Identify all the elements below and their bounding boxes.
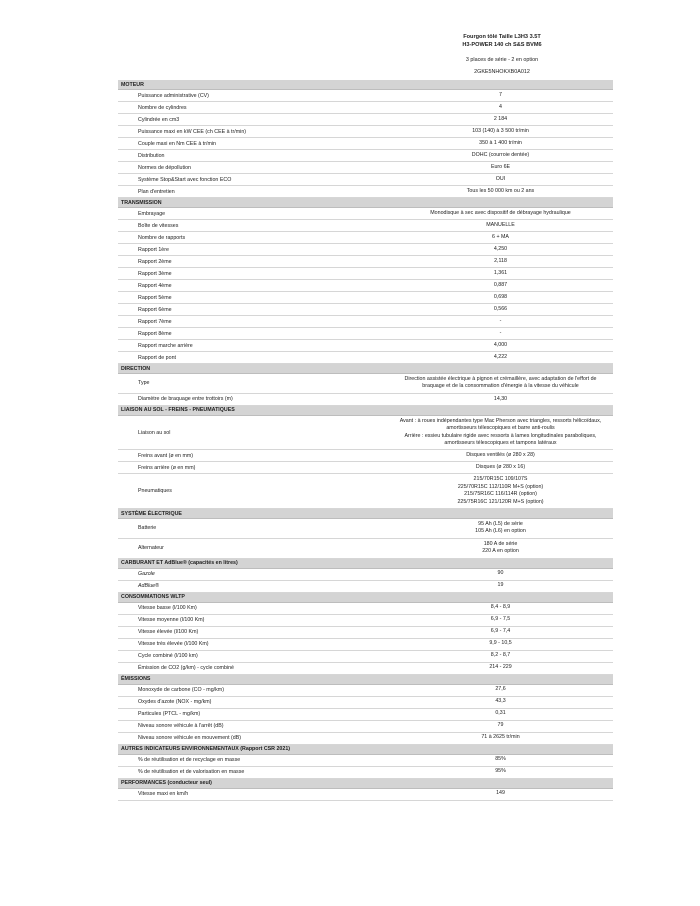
spec-row (118, 538, 613, 558)
spec-label: Vitesse basse (l/100 Km) (118, 602, 388, 614)
spec-row (118, 126, 613, 138)
spec-label: Rapport 3ème (118, 268, 388, 280)
spec-row (118, 232, 613, 244)
spec-label: Vitesse moyenne (l/100 Km) (118, 614, 388, 626)
spec-value-line: 8,4 - 8,9 (490, 604, 511, 611)
spec-value-line: 95% (495, 768, 506, 775)
spec-value (388, 304, 613, 316)
spec-value-line: DOHC (courroie dentée) (471, 151, 530, 158)
spec-row (118, 352, 613, 364)
spec-value (388, 732, 613, 744)
section-header-emissions (118, 674, 613, 684)
spec-value (388, 519, 613, 539)
spec-label: Boîte de vitesses (118, 220, 388, 232)
spec-value-line: 214 - 229 (489, 664, 512, 671)
spec-row (118, 462, 613, 474)
spec-row (118, 186, 613, 198)
section-title: CONSOMMATIONS WLTP (118, 592, 613, 602)
spec-row (118, 732, 613, 744)
spec-value (388, 340, 613, 352)
spec-row (118, 304, 613, 316)
spec-label: Rapport de pont (118, 352, 388, 364)
spec-label: Embrayage (118, 208, 388, 220)
spec-value (388, 244, 613, 256)
section-title: DIRECTION (118, 364, 613, 374)
spec-row (118, 450, 613, 462)
spec-value (388, 114, 613, 126)
spec-label: Vitesse très élevée (l/100 Km) (118, 638, 388, 650)
spec-row (118, 415, 613, 450)
spec-value-line: 225/75R16C 121/120R M+S (option) (457, 498, 544, 505)
section-header-transmission (118, 198, 613, 208)
spec-label: Freins avant (ø en mm) (118, 450, 388, 462)
section-title: PERFORMANCES (conducteur seul) (118, 778, 613, 788)
spec-row (118, 316, 613, 328)
spec-value (388, 580, 613, 592)
section-header-autres-indicateurs-environnementaux-rapport-csr-2021 (118, 744, 613, 754)
spec-value-line: Euro 6E (490, 163, 511, 170)
spec-row (118, 662, 613, 674)
specifications-table (118, 80, 613, 801)
spec-label: Distribution (118, 150, 388, 162)
section-title: LIAISON AU SOL - FREINS - PNEUMATIQUES (118, 405, 613, 415)
spec-row (118, 602, 613, 614)
spec-row (118, 268, 613, 280)
spec-label: Cylindrée en cm3 (118, 114, 388, 126)
spec-value-line: 4,250 (493, 245, 508, 252)
spec-value-line: MANUELLE (486, 221, 515, 228)
spec-value-line: 215/70R15C 109/107S (473, 476, 528, 483)
section-header-moteur (118, 80, 613, 90)
spec-value-line: - (499, 317, 502, 324)
spec-row (118, 328, 613, 340)
spec-value-line: 1,361 (493, 269, 508, 276)
spec-value (388, 684, 613, 696)
spec-row (118, 638, 613, 650)
spec-row (118, 568, 613, 580)
section-title: SYSTÈME ÉLECTRIQUE (118, 509, 613, 519)
spec-value-line: 85% (495, 756, 506, 763)
spec-label: % de réutilisation et de recyclage en masse (118, 754, 388, 766)
spec-value (388, 174, 613, 186)
section-title: MOTEUR (118, 80, 613, 90)
spec-value-line: amortisseurs télescopiques et barre anti-roulis (446, 425, 555, 432)
spec-value-line: amortisseurs télescopiques et tampons latéraux (444, 440, 557, 447)
spec-value-line: 4,222 (493, 353, 508, 360)
spec-value-line: Direction assistée électrique à pignon et crémaillère, avec adaptation de l'effort de (404, 376, 597, 382)
spec-value-line: 14,30 (493, 395, 508, 402)
spec-value (388, 696, 613, 708)
section-title: AUTRES INDICATEURS ENVIRONNEMENTAUX (Rapport CSR 2021) (118, 744, 613, 754)
spec-row (118, 102, 613, 114)
spec-value-line: Arrière : essieu tubulaire rigide avec ressorts à lames longitudinales paraboliques, (404, 432, 597, 439)
spec-value-line: 6,9 - 7,5 (490, 616, 511, 623)
spec-value-line: 220 A en option (482, 548, 519, 555)
spec-value-line: 7 (499, 91, 502, 98)
spec-label: Puissance administrative (CV) (118, 90, 388, 102)
spec-label: Plan d'entretien (118, 186, 388, 198)
spec-label: Rapport 2ème (118, 256, 388, 268)
spec-row (118, 626, 613, 638)
spec-value (388, 538, 613, 558)
spec-value (388, 788, 613, 800)
spec-label: Freins arrière (ø en mm) (118, 462, 388, 474)
spec-value-line: 4,000 (493, 341, 508, 348)
spec-value-line: - (499, 329, 502, 336)
seats-info: 3 places de série - 2 en option (465, 57, 539, 63)
spec-value-line: Avant : à roues indépendantes type Mac Pherson avec triangles, ressorts hélicoïdaux, (399, 417, 602, 424)
spec-value (388, 280, 613, 292)
spec-value (388, 186, 613, 198)
spec-value (388, 754, 613, 766)
spec-value (388, 393, 613, 405)
spec-value-line: 0,31 (495, 710, 506, 717)
spec-value-line: 2,118 (494, 257, 507, 264)
spec-value-line: 2 184 (493, 115, 508, 122)
spec-label: Monoxyde de carbone (CO - mg/km) (118, 684, 388, 696)
spec-value (388, 102, 613, 114)
spec-label: Nombre de cylindres (118, 102, 388, 114)
spec-value (388, 638, 613, 650)
spec-value-line: 19 (497, 582, 504, 589)
spec-label: Rapport 4ème (118, 280, 388, 292)
spec-label: Nombre de rapports (118, 232, 388, 244)
spec-value-line: 43,3 (495, 698, 506, 705)
spec-value-line: 180 A de série (483, 540, 518, 547)
spec-value (388, 708, 613, 720)
spec-label: Rapport 6ème (118, 304, 388, 316)
spec-value (388, 568, 613, 580)
spec-row (118, 650, 613, 662)
spec-row (118, 614, 613, 626)
vehicle-header (388, 34, 616, 76)
spec-row (118, 256, 613, 268)
spec-label: Niveau sonore véhicule à l'arrêt (dB) (118, 720, 388, 732)
spec-value-line: 8,2 - 8,7 (490, 652, 511, 659)
spec-value (388, 208, 613, 220)
section-title: TRANSMISSION (118, 198, 613, 208)
spec-value-line: 79 (497, 722, 504, 729)
spec-row (118, 220, 613, 232)
spec-value-line: 0,566 (493, 305, 508, 312)
spec-label: Vitesse maxi en km/h (118, 788, 388, 800)
spec-row (118, 114, 613, 126)
spec-label: Type (118, 374, 388, 394)
spec-value (388, 626, 613, 638)
spec-row (118, 696, 613, 708)
spec-value-line: Disques ventilés (ø 280 x 28) (466, 452, 535, 459)
spec-value (388, 292, 613, 304)
version-code: 2GKE5NHOKXB0A012 (474, 69, 530, 75)
spec-value (388, 220, 613, 232)
spec-value-line: 9,9 - 10,5 (489, 640, 512, 647)
spec-value-line: Tous les 50 000 km ou 2 ans (466, 187, 535, 194)
spec-row (118, 162, 613, 174)
spec-value (388, 162, 613, 174)
spec-value-line: 71 à 2625 tr/min (481, 734, 520, 741)
spec-row (118, 393, 613, 405)
spec-value-line: 103 (140) à 3 500 tr/min (472, 127, 529, 134)
spec-value (388, 316, 613, 328)
spec-value-line: Disques (ø 280 x 16) (475, 464, 526, 471)
spec-value-line: braquage et de la consommation d'énergie à la vitesse du véhicule (422, 383, 579, 390)
spec-value (388, 650, 613, 662)
spec-value (388, 462, 613, 474)
spec-label: % de réutilisation et de valorisation en masse (118, 766, 388, 778)
spec-row (118, 766, 613, 778)
spec-value-line: OUI (495, 175, 506, 182)
spec-label: Rapport 8ème (118, 328, 388, 340)
spec-value-line: 6 + MA (492, 233, 509, 240)
spec-value (388, 662, 613, 674)
spec-label: Diamètre de braquage entre trottoirs (m) (118, 393, 388, 405)
spec-label: Alternateur (118, 538, 388, 558)
spec-label: Pneumatiques (118, 474, 388, 509)
spec-label: Rapport 7ème (118, 316, 388, 328)
spec-label: Oxydes d'azote (NOX - mg/km) (118, 696, 388, 708)
spec-value (388, 450, 613, 462)
spec-row (118, 684, 613, 696)
spec-value (388, 766, 613, 778)
spec-value-line: 6,9 - 7,4 (490, 628, 511, 635)
spec-row (118, 280, 613, 292)
spec-row (118, 292, 613, 304)
spec-row (118, 150, 613, 162)
section-header-direction (118, 364, 613, 374)
spec-value-line: 95 Ah (L5) de série (478, 521, 523, 528)
spec-row (118, 720, 613, 732)
spec-value-line: 27,6 (495, 686, 506, 693)
spec-label: Niveau sonore véhicule en mouvement (dB) (118, 732, 388, 744)
spec-value-line: 4 (499, 103, 502, 110)
spec-label: Rapport marche arrière (118, 340, 388, 352)
spec-row (118, 580, 613, 592)
section-header-consommations-wltp (118, 592, 613, 602)
spec-value (388, 90, 613, 102)
spec-label: Couple maxi en Nm CEE à tr/min (118, 138, 388, 150)
section-title: CARBURANT ET AdBlue® (capacités en litres) (118, 558, 613, 568)
spec-row (118, 474, 613, 509)
section-header-systeme-electrique (118, 509, 613, 519)
spec-value-line: 149 (496, 790, 505, 797)
spec-row (118, 788, 613, 800)
spec-value (388, 415, 613, 450)
section-header-carburant-et-adblue-capacites-en-litres (118, 558, 613, 568)
spec-label: Rapport 1ère (118, 244, 388, 256)
spec-label: Cycle combiné (l/100 km) (118, 650, 388, 662)
spec-value-line: 215/75R16C 116/114R (option) (464, 491, 537, 498)
spec-row (118, 174, 613, 186)
spec-value (388, 602, 613, 614)
spec-label: Batterie (118, 519, 388, 539)
spec-value-line: 0,698 (493, 293, 508, 300)
spec-row (118, 244, 613, 256)
spec-row (118, 708, 613, 720)
spec-value (388, 328, 613, 340)
spec-value (388, 720, 613, 732)
spec-value-line: Monodisque à sec avec dispositif de débrayage hydraulique (430, 209, 571, 216)
spec-value-line: 90 (497, 570, 504, 577)
section-title: ÉMISSIONS (118, 674, 613, 684)
spec-row (118, 519, 613, 539)
spec-label: Puissance maxi en kW CEE (ch CEE à tr/min) (118, 126, 388, 138)
spec-value-line: 0,887 (493, 281, 508, 288)
spec-row (118, 374, 613, 394)
spec-value-line: 350 à 1 400 tr/min (479, 139, 522, 146)
model-name-line1: Fourgon tôlé Taille L3H3 3.5T (463, 34, 541, 40)
section-header-liaison-au-sol-freins-pneumatiques (118, 405, 613, 415)
spec-value-line: 105 Ah (L6) en option (475, 528, 526, 535)
spec-value (388, 268, 613, 280)
spec-row (118, 90, 613, 102)
spec-value (388, 256, 613, 268)
spec-value (388, 126, 613, 138)
spec-row (118, 754, 613, 766)
spec-row (118, 138, 613, 150)
spec-label: Gazole (118, 568, 388, 580)
spec-label: Émission de CO2 (g/km) - cycle combiné (118, 662, 388, 674)
spec-value (388, 150, 613, 162)
spec-label: AdBlue® (118, 580, 388, 592)
spec-row (118, 340, 613, 352)
spec-value (388, 474, 613, 509)
spec-value (388, 232, 613, 244)
spec-label: Rapport 5ème (118, 292, 388, 304)
spec-label: Vitesse élevée (l/100 Km) (118, 626, 388, 638)
spec-value-line: 225/70R15C 112/110R M+S (option) (457, 483, 544, 490)
spec-label: Normes de dépollution (118, 162, 388, 174)
spec-label: Système Stop&Start avec fonction ECO (118, 174, 388, 186)
spec-value (388, 374, 613, 394)
model-name-line2: H3-POWER 140 ch S&S BVM6 (462, 41, 542, 48)
spec-label: Particules (PTCL - mg/km) (118, 708, 388, 720)
spec-value (388, 352, 613, 364)
spec-row (118, 208, 613, 220)
spec-value (388, 614, 613, 626)
spec-value (388, 138, 613, 150)
spec-label: Liaison au sol (118, 415, 388, 450)
section-header-performances-conducteur-seul (118, 778, 613, 788)
